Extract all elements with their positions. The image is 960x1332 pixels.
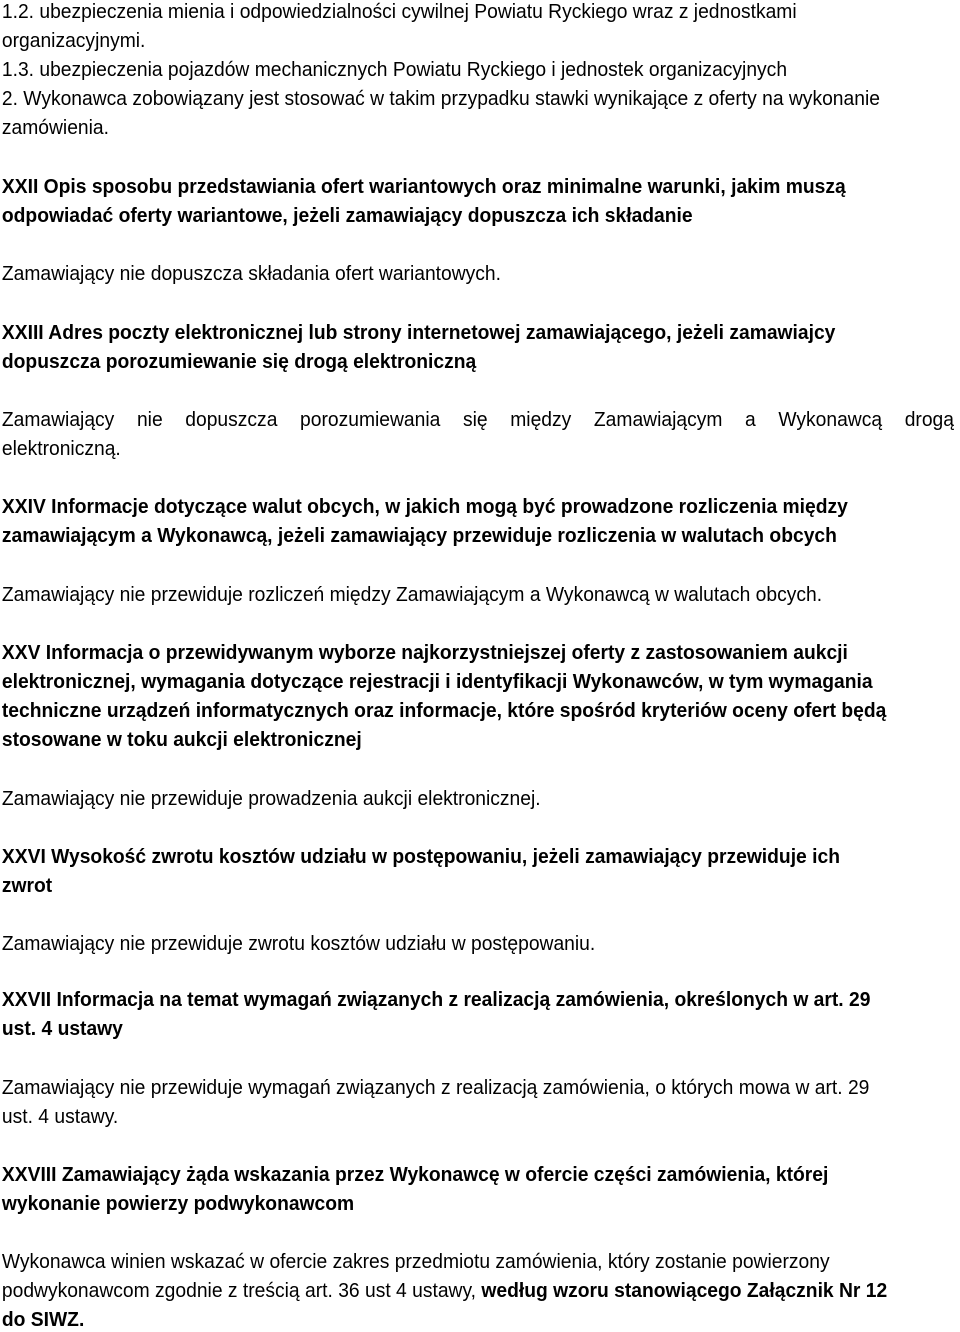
- section-28-body-line-3: do SIWZ.: [1, 1308, 85, 1331]
- section-26-body: Zamawiający nie przewiduje zwrotu kosztów udziału w postępowaniu.: [1, 932, 596, 955]
- attachment-reference: według wzoru stanowiącego Załącznik Nr 12: [481, 1279, 888, 1302]
- section-25-heading-line-3: techniczne urządzeń informatycznych oraz informacje, które spośród kryteriów oceny ofert będą: [1, 699, 887, 722]
- section-25-body: Zamawiający nie przewiduje prowadzenia aukcji elektronicznej.: [1, 787, 541, 810]
- word: Zamawiający: [1, 408, 115, 431]
- section-27-body-line-2: ust. 4 ustawy.: [1, 1105, 119, 1128]
- section-25-heading-line-4: stosowane w toku aukcji elektronicznej: [1, 728, 362, 751]
- word: Zamawiającym: [593, 408, 723, 431]
- section-24-heading-line-1: XXIV Informacje dotyczące walut obcych, w jakich mogą być prowadzone rozliczenia między: [1, 495, 848, 518]
- intro-line-1: 1.2. ubezpieczenia mienia i odpowiedzialności cywilnej Powiatu Ryckiego wraz z jednostkami: [1, 0, 797, 23]
- word: się: [462, 408, 488, 431]
- intro-line-4: 2. Wykonawca zobowiązany jest stosować w takim przypadku stawki wynikające z oferty na wykonanie: [1, 87, 880, 110]
- intro-line-3: 1.3. ubezpieczenia pojazdów mechanicznych Powiatu Ryckiego i jednostek organizacyjnych: [1, 58, 788, 81]
- section-28-body-line-2: [2, 1279, 887, 1303]
- word: między: [510, 408, 572, 431]
- section-23-heading-line-2: dopuszcza porozumiewanie się drogą elektroniczną: [1, 350, 477, 373]
- section-26-heading-line-2: zwrot: [1, 874, 53, 897]
- section-28-heading-line-2: wykonanie powierzy podwykonawcom: [1, 1192, 355, 1215]
- section-28-body-line-1: Wykonawca winien wskazać w ofercie zakres przedmiotu zamówienia, który zostanie powierzony: [1, 1250, 830, 1273]
- section-22-heading-line-2: odpowiadać oferty wariantowe, jeżeli zamawiający dopuszcza ich składanie: [1, 204, 693, 227]
- section-24-body: Zamawiający nie przewiduje rozliczeń między Zamawiającym a Wykonawcą w walutach obcych.: [1, 583, 823, 606]
- section-27-body-line-1: Zamawiający nie przewiduje wymagań związanych z realizacją zamówienia, o których mowa w art. 29: [1, 1076, 870, 1099]
- intro-line-2: organizacyjnymi.: [1, 29, 146, 52]
- section-23-heading-line-1: XXIII Adres poczty elektronicznej lub strony internetowej zamawiającego, jeżeli zamawiajcy: [1, 321, 836, 344]
- body-text: podwykonawcom zgodnie z treścią art. 36 ust 4 ustawy,: [1, 1279, 482, 1302]
- section-27-heading-line-1: XXVII Informacja na temat wymagań związanych z realizacją zamówienia, określonych w art. 29: [1, 988, 871, 1011]
- word: drogą: [904, 408, 954, 431]
- section-25-heading-line-2: elektronicznej, wymagania dotyczące rejestracji i identyfikacji Wykonawców, w tym wymagania: [1, 670, 873, 693]
- intro-line-5: zamówienia.: [1, 116, 109, 139]
- section-22-heading-line-1: XXII Opis sposobu przedstawiania ofert wariantowych oraz minimalne warunki, jakim muszą: [1, 175, 846, 198]
- section-22-body: Zamawiający nie dopuszcza składania ofert wariantowych.: [1, 262, 502, 285]
- section-24-heading-line-2: zamawiającym a Wykonawcą, jeżeli zamawiający przewiduje rozliczenia w walutach obcych: [1, 524, 837, 547]
- section-23-body-line-1: [2, 408, 954, 432]
- word: nie: [136, 408, 163, 431]
- section-28-heading-line-1: XXVIII Zamawiający żąda wskazania przez Wykonawcę w ofercie części zamówienia, której: [1, 1163, 829, 1186]
- section-27-heading-line-2: ust. 4 ustawy: [1, 1017, 123, 1040]
- section-25-heading-line-1: XXV Informacja o przewidywanym wyborze najkorzystniejszej oferty z zastosowaniem aukcji: [1, 641, 848, 664]
- word: Wykonawcą: [778, 408, 883, 431]
- section-26-heading-line-1: XXVI Wysokość zwrotu kosztów udziału w postępowaniu, jeżeli zamawiający przewiduje ich: [1, 845, 840, 868]
- word: porozumiewania: [300, 408, 441, 431]
- word: a: [745, 408, 756, 431]
- section-23-body-line-2: elektroniczną.: [1, 437, 121, 460]
- word: dopuszcza: [185, 408, 278, 431]
